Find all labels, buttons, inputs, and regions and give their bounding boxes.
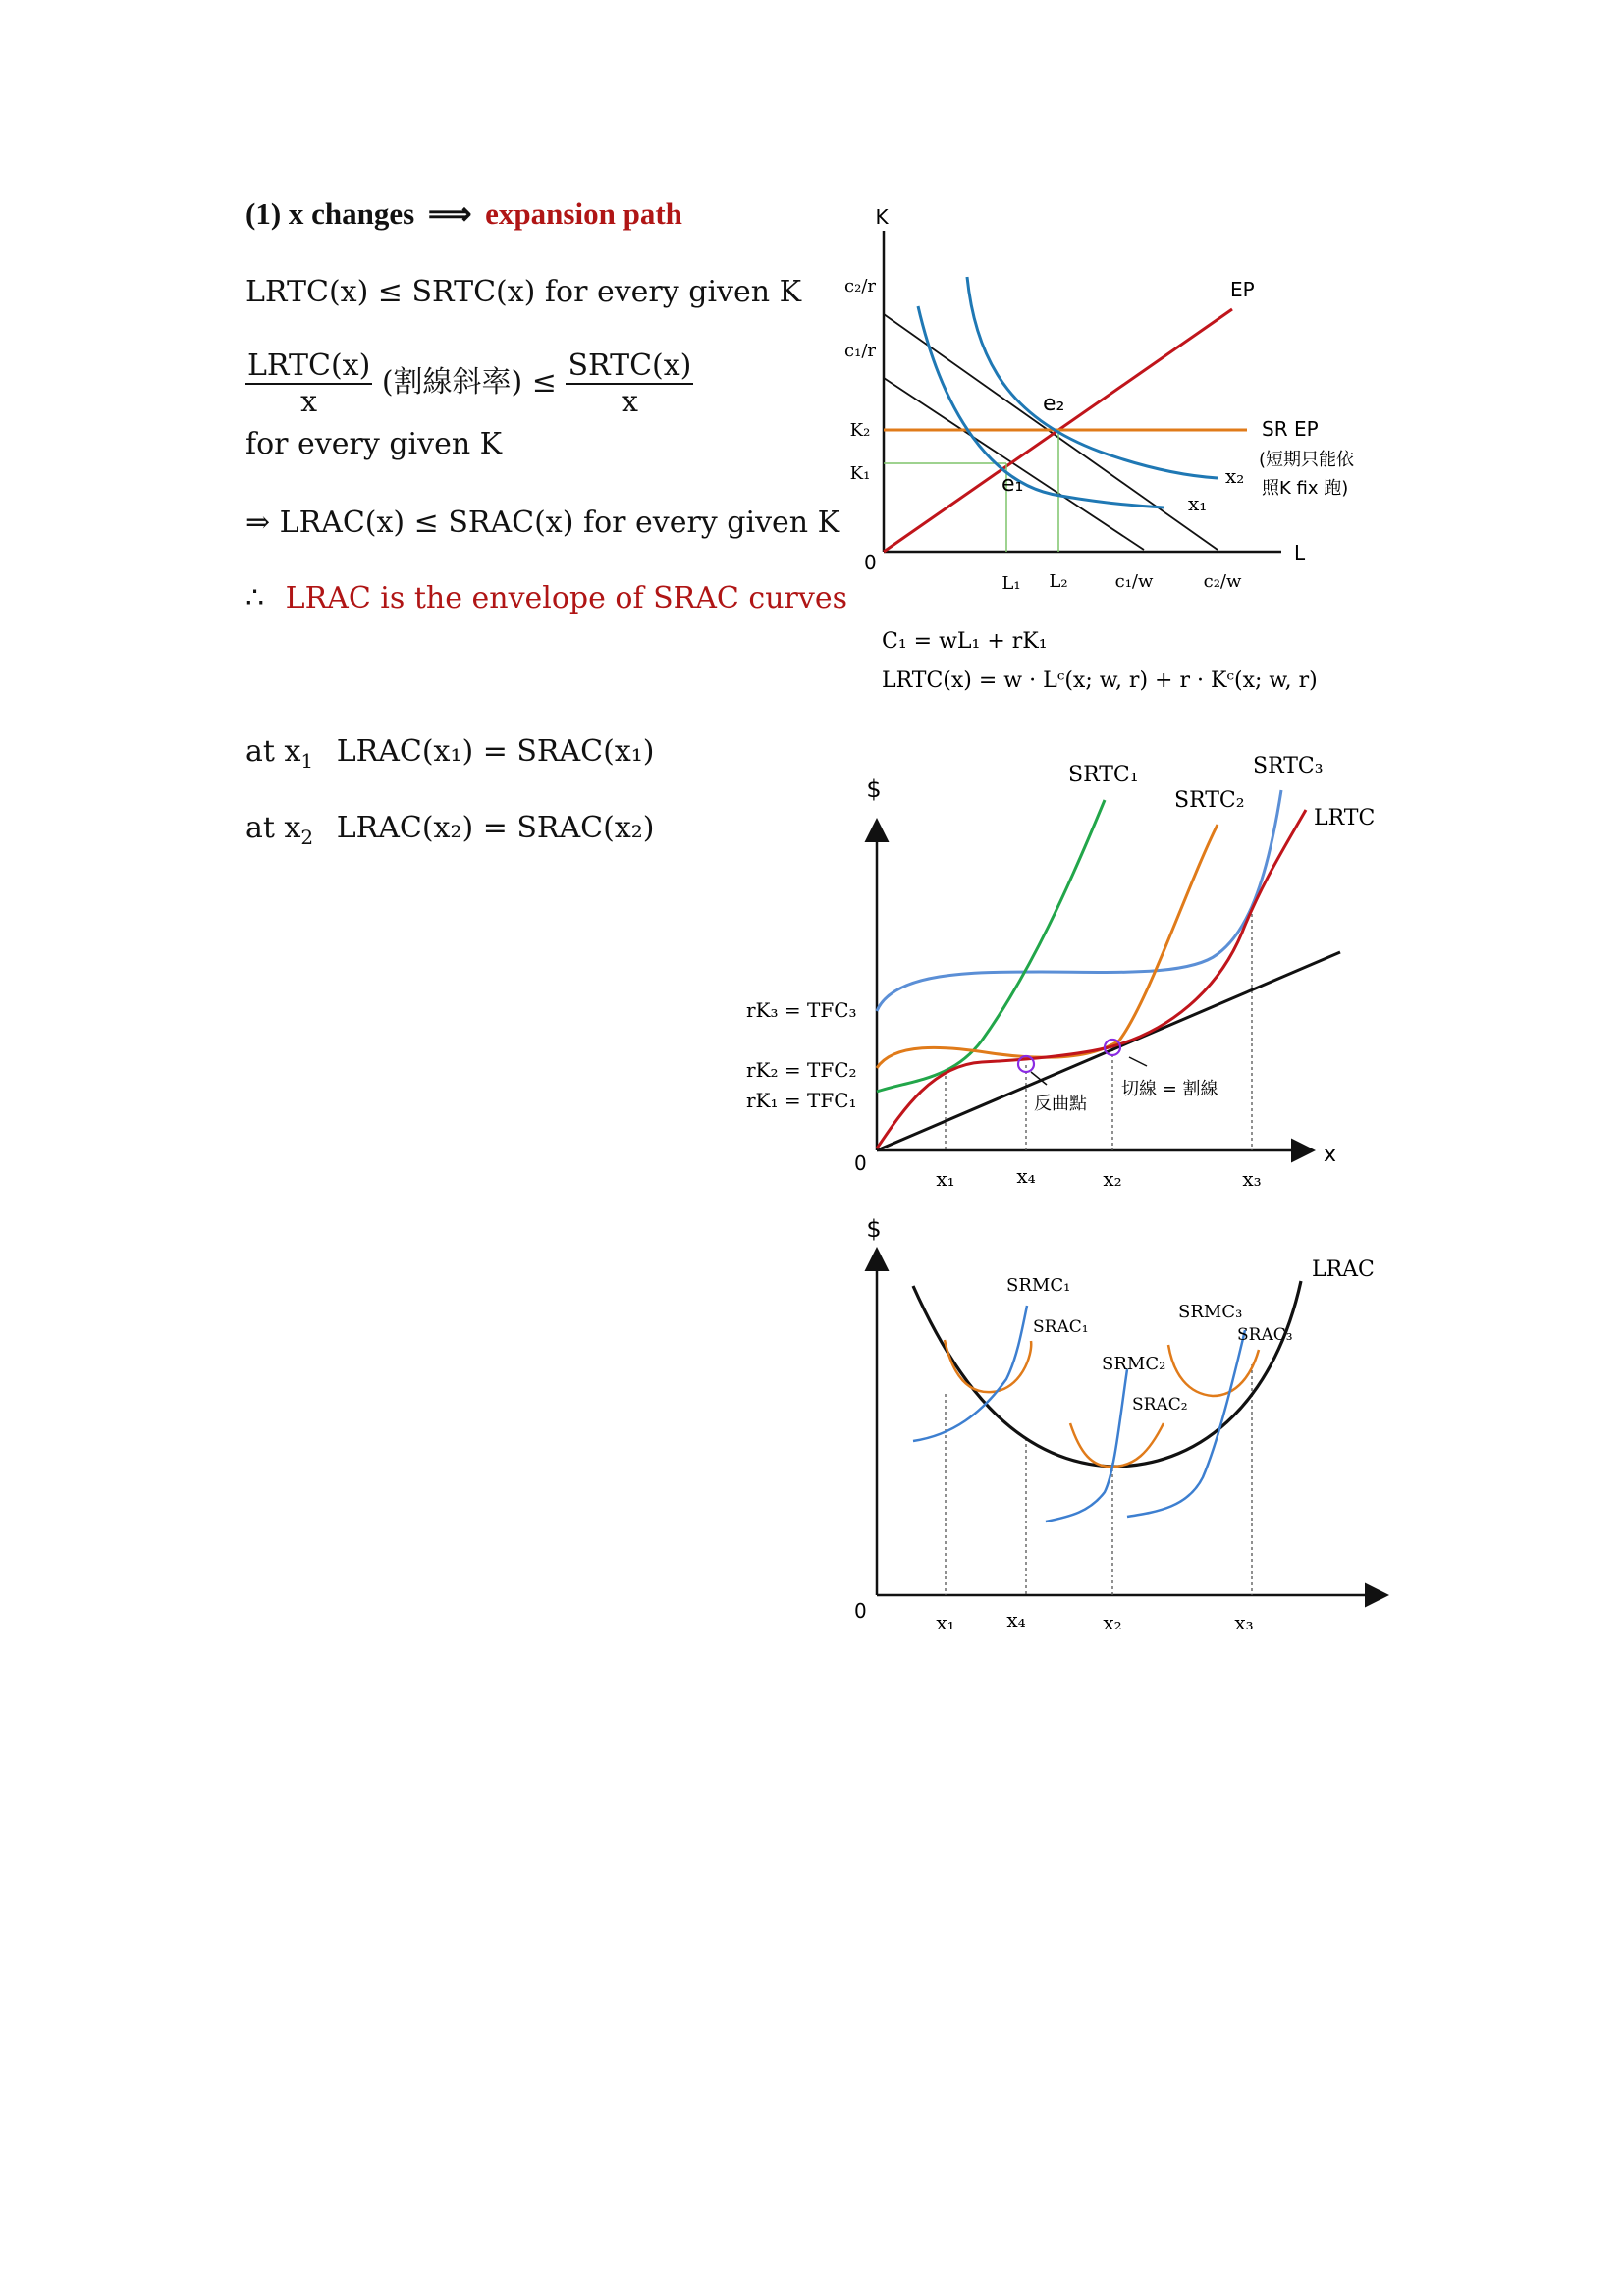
- origin-label: 0: [864, 551, 877, 574]
- tick-c2-over-r: c₂/r: [844, 276, 876, 296]
- tick-x2: x₂: [1103, 1167, 1122, 1191]
- tick-x4: x₄: [1016, 1164, 1036, 1188]
- tick-k2: K₂: [849, 420, 871, 441]
- srtc2-curve: [877, 825, 1218, 1068]
- srac1-label: SRAC₁: [1033, 1317, 1089, 1337]
- lrtc-curve: [877, 810, 1306, 1148]
- tick-l2: L₂: [1049, 571, 1068, 592]
- tfc1-label: rK₁ = TFC₁: [746, 1089, 857, 1112]
- srtc1-label: SRTC₁: [1068, 763, 1139, 787]
- srmc1-label: SRMC₁: [1006, 1275, 1071, 1296]
- tfc2-label: rK₂ = TFC₂: [746, 1058, 857, 1082]
- fraction-srtc: $\frac{\text{SRTC(x)}}{x}$: [568, 348, 692, 419]
- srtc1-curve: [877, 800, 1105, 1092]
- srtc2-label: SRTC₂: [1174, 788, 1245, 813]
- tick-c1-over-r: c₁/r: [844, 341, 876, 361]
- tick-l1: L₁: [1001, 573, 1021, 594]
- srtc3-curve: [877, 790, 1281, 1011]
- origin-label-2: 0: [854, 1151, 867, 1175]
- srac3-curve: [1168, 1345, 1259, 1396]
- origin-label-3: 0: [854, 1599, 867, 1623]
- isocost-c2: [884, 314, 1218, 550]
- srmc2-label: SRMC₂: [1102, 1354, 1166, 1374]
- inequality-line-1: LRTC(x) ≤ SRTC(x) for every given K: [245, 275, 802, 309]
- tangent-secant-annotation: 切線 = 割線: [1121, 1079, 1218, 1099]
- srmc3-label: SRMC₃: [1178, 1302, 1243, 1322]
- srmc1-curve: [913, 1306, 1027, 1441]
- srtc3-label: SRTC₃: [1253, 754, 1324, 778]
- heading-arrow: ⟹: [427, 196, 472, 231]
- tick3-x2: x₂: [1103, 1611, 1122, 1634]
- isoquant-x2: [967, 277, 1218, 478]
- sr-ep-label: SR EP: [1262, 417, 1319, 441]
- lrac-label: LRAC: [1312, 1257, 1375, 1282]
- e1-label: e₁: [1001, 472, 1024, 497]
- dollar-label: $: [866, 775, 882, 803]
- tick-c2-over-w: c₂/w: [1203, 571, 1242, 592]
- secant-slope-note: (割線斜率) ≤: [381, 365, 557, 400]
- ep-label: EP: [1230, 278, 1255, 301]
- fraction-lrtc: $\frac{\text{LRTC(x)}}{x}$: [247, 348, 371, 419]
- implication-line: ⇒ LRAC(x) ≤ SRAC(x) for every given K: [245, 506, 840, 540]
- equation-c1: C₁ = wL₁ + rK₁: [882, 629, 1048, 654]
- isoquant-x1: [918, 306, 1164, 507]
- inflection-annotation: 反曲點: [1034, 1094, 1087, 1114]
- x1-label: x₁: [1188, 492, 1208, 515]
- equation-lrtc: LRTC(x) = w · Lᶜ(x; w, r) + r · Kᶜ(x; w, r): [882, 668, 1318, 693]
- tick-x1: x₁: [936, 1167, 955, 1191]
- heading-prefix: (1) x changes: [245, 196, 415, 231]
- therefore-symbol: ∴: [245, 581, 265, 615]
- tick-c1-over-w: c₁/w: [1114, 571, 1154, 592]
- x-axis-label: x: [1324, 1143, 1337, 1167]
- tfc3-label: rK₃ = TFC₃: [746, 998, 857, 1022]
- at-x1-line: at $x_1$ LRAC(x₁) = SRAC(x₁): [245, 734, 655, 773]
- srmc2-curve: [1046, 1369, 1127, 1522]
- at-x2-line: at $x_2$ LRAC(x₂) = SRAC(x₂): [245, 811, 655, 849]
- tick3-x1: x₁: [936, 1611, 955, 1634]
- srac3-label: SRAC₃: [1237, 1325, 1293, 1345]
- k-axis-label: K: [875, 205, 889, 229]
- sr-ep-note-2: 照K fix 跑): [1262, 478, 1349, 499]
- dollar-label-3: $: [866, 1215, 882, 1243]
- total-cost-chart: [746, 754, 1375, 1191]
- heading-highlight: expansion path: [485, 196, 682, 231]
- tick3-x3: x₃: [1234, 1611, 1254, 1634]
- srac2-label: SRAC₂: [1132, 1395, 1188, 1415]
- for-every-given-k: for every given K: [245, 427, 503, 461]
- x2-label: x₂: [1225, 464, 1245, 488]
- conclusion-text: LRAC is the envelope of SRAC curves: [285, 581, 847, 615]
- tangency-arrow: [1129, 1057, 1147, 1066]
- expansion-path-chart: [844, 205, 1354, 693]
- average-cost-chart: [854, 1215, 1384, 1634]
- e2-label: e₂: [1043, 392, 1065, 416]
- ray-from-origin: [877, 952, 1340, 1150]
- tick-k1: K₁: [849, 463, 871, 484]
- tick3-x4: x₄: [1006, 1608, 1026, 1631]
- sr-ep-note-1: (短期只能依: [1259, 450, 1355, 470]
- l-axis-label: L: [1294, 541, 1306, 564]
- tick-x3: x₃: [1242, 1167, 1262, 1191]
- lrtc-label: LRTC: [1314, 806, 1376, 830]
